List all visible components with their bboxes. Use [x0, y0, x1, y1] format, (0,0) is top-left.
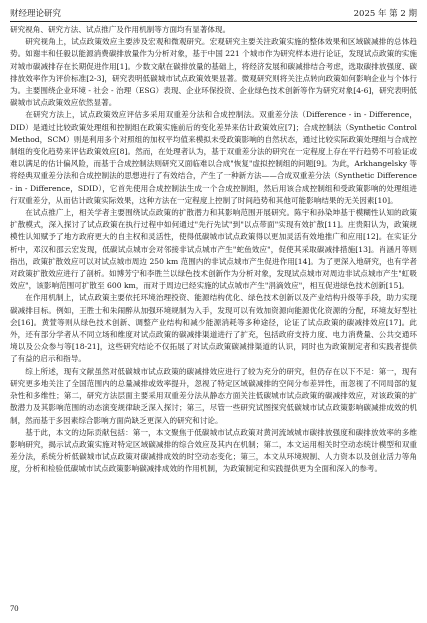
- article-body: [10, 24, 417, 476]
- paragraph-summary: 综上所述，现有文献虽然对低碳城市试点政策的碳减排效应进行了较为充分的研究，但仍存在以下不足：第一，现有研究更多地关注了全国范围内的总量减排或效率提升，忽视了特定区域碳减排的空间分布差异性，而忽视了不同局部的复杂性和多维性；第二，研究方法层面主要采用双重差分法从静态方面关注低碳城市试点政策的碳减排效应，对该政策的扩散潜力及其影响范围的动态演变规律缺乏深入探讨；第三，尽管一些研究试图探究低碳城市试点政策影响碳减排成效的机制，然而基于多因素综合影响方面尚缺乏更深入的研究和讨论。: [10, 366, 417, 425]
- issue-label: 2025 年 第 2 期: [353, 9, 417, 19]
- paragraph-contributions: 基于此，本文的边际贡献包括：第一，本文聚焦于低碳城市试点政策对黄河流域城市碳排放强度和碳排放效率的多维影响研究，揭示试点政策实施对特定区域碳减排的综合效应及其内在机制；第二，本文运用相关时空动态统计模型和双重差分法，系统分析低碳城市试点政策对碳减排成效的时空动态变化；第三，本文从环境规制、人力资本以及创业活力等角度，分析和检验低碳城市试点政策影响碳减排成效的作用机制，为政策制定和实践提供更为全面和深入的参考。: [10, 427, 417, 474]
- header-rule: [10, 21, 417, 22]
- page-number: 70: [10, 603, 19, 613]
- paragraph-research-methods: 在研究方法上，试点政策效应评估多采用双重差分法和合成控制法。双重差分法（Difference - in - Difference，DID）是通过比较政策处理组和控制组在政策实施前后的变化差异来估计政策效应[7]；合成控制法（Synthetic Control Method，SCM）则是利用多个对照组的加权平均值来模拟未受政策影响的自然状态，通过比较实际政策处理组与合成控制组的变化趋势来评估政策效应[8]。然而，在处理者认为，基于双重差分法的研究在一定程度上存在平行趋势不可验证或难以满足的估计偏风险，而基于合成控制法则研究又面临难以合成"恢复"虚拟控制组的问题[9]。为此，Arkhangelsky 等将经典双重差分法和合成控制法的思想进行了有效结合，产生了一种新方法——合成双重差分法（Synthetic Difference - in - Difference，SDID），它首先使用合成控制法生成一个合成控制组，然后用该合成控制组和受政策影响的处理组进行双重差分，从而估计政策实际效果，这种方法在一定程度上控制了时间趋势和其他可能影响结果的无关因素[10]。: [10, 110, 417, 205]
- journal-name: 财经理论研究: [10, 9, 62, 19]
- paragraph-continuation: 研究视角、研究方法、试点推广及作用机制等方面均有显著体现。: [10, 25, 231, 34]
- paragraph-pilot-diffusion: 在试点推广上，相关学者主要围绕试点政策的扩散潜力和其影响范围开展研究。陈宇和孙染坤基于模糊性认知的政策扩散模式，深入探讨了试点政策在执行过程中如何通过"先行先试"到"以点带面"实现有效扩散[11]。庄贵阳认为，政策规模性认知赋予了地方政府更大的自主权和灵活性，使得低碳城市试点政策得以更加灵活有效地推广和应用[12]。在实证分析中，邓汉和邵云宏发现，低碳试点城市会对邻接非试点城市产生"蛇鱼效应"，促使其采取碳减排措施[13]。肖涵月等则指出，政策扩散效应可以对试点城市周边 250 km 范围内的非试点城市产生促进作用[14]。为了更深入地研究，也有学者对政策扩散效应进行了剖析。如博芳宁和李胜兰以绿色技术创新作为分析对象，发现试点城市对周边非试点城市产生"虹吸效应"，该影响范围可扩散至 600 km，而对于周边已经实施的试点城市产生"涓滴效应"，相互促进绿色技术创新[15]。: [10, 208, 417, 291]
- running-header: [10, 6, 417, 22]
- paragraph-mechanism: 在作用机制上，试点政策主要依托环境治理投资、能源结构优化、绿色技术创新以及产业结构升级等手段，助力实现碳减排目标。例如，王胜士和朱闹醉从加强环境规制为入手，发现可以有效加资源向能源优化资源的分配，环境友好型社会[16]。黄萱等则从绿色技术创新、调整产业结构和减少能源消耗等多种途径，论证了试点政策的碳减排效应[17]。此外，还有部分学者从不同立场和维度对试点政策的碳减排渠道进行了扩充，包括政府支持力度、电力消费量、公共交通环境以及公众参与等[18-21]，这些研究结论不仅拓展了对试点政策碳减排渠道的认识，同时也为政策制定者和实践者提供了有益的启示和指导。: [10, 293, 417, 364]
- paragraph-research-perspective: 研究视角上，试点政策效应主要涉及宏观和微观研究。宏观研究主要关注政策实施的整体效果和区域碳减排的总体趋势。如谢丰和任毅以能源消费碳排放量作为分析对象，基于中国 221 个城市作为研究样本进行论证，发现试点政策的实施对城市碳减排存在长期促进作用[1]。少数文献在碳排放量的基础上，将经济发展和碳减排结合考虑，选取碳排放强度、碳排放效率作为评价标准[2-3]，研究表明低碳城市试点政策效果显著。微观研究则将关注点转向政策如何影响企业与个体行为。主要围绕企业环境 - 社会 - 治理（ESG）表现、企业环保投资、企业绿色技术创新等作为研究对象[4-6]，研究表明低碳城市试点政策效应依然显著。: [10, 37, 417, 108]
